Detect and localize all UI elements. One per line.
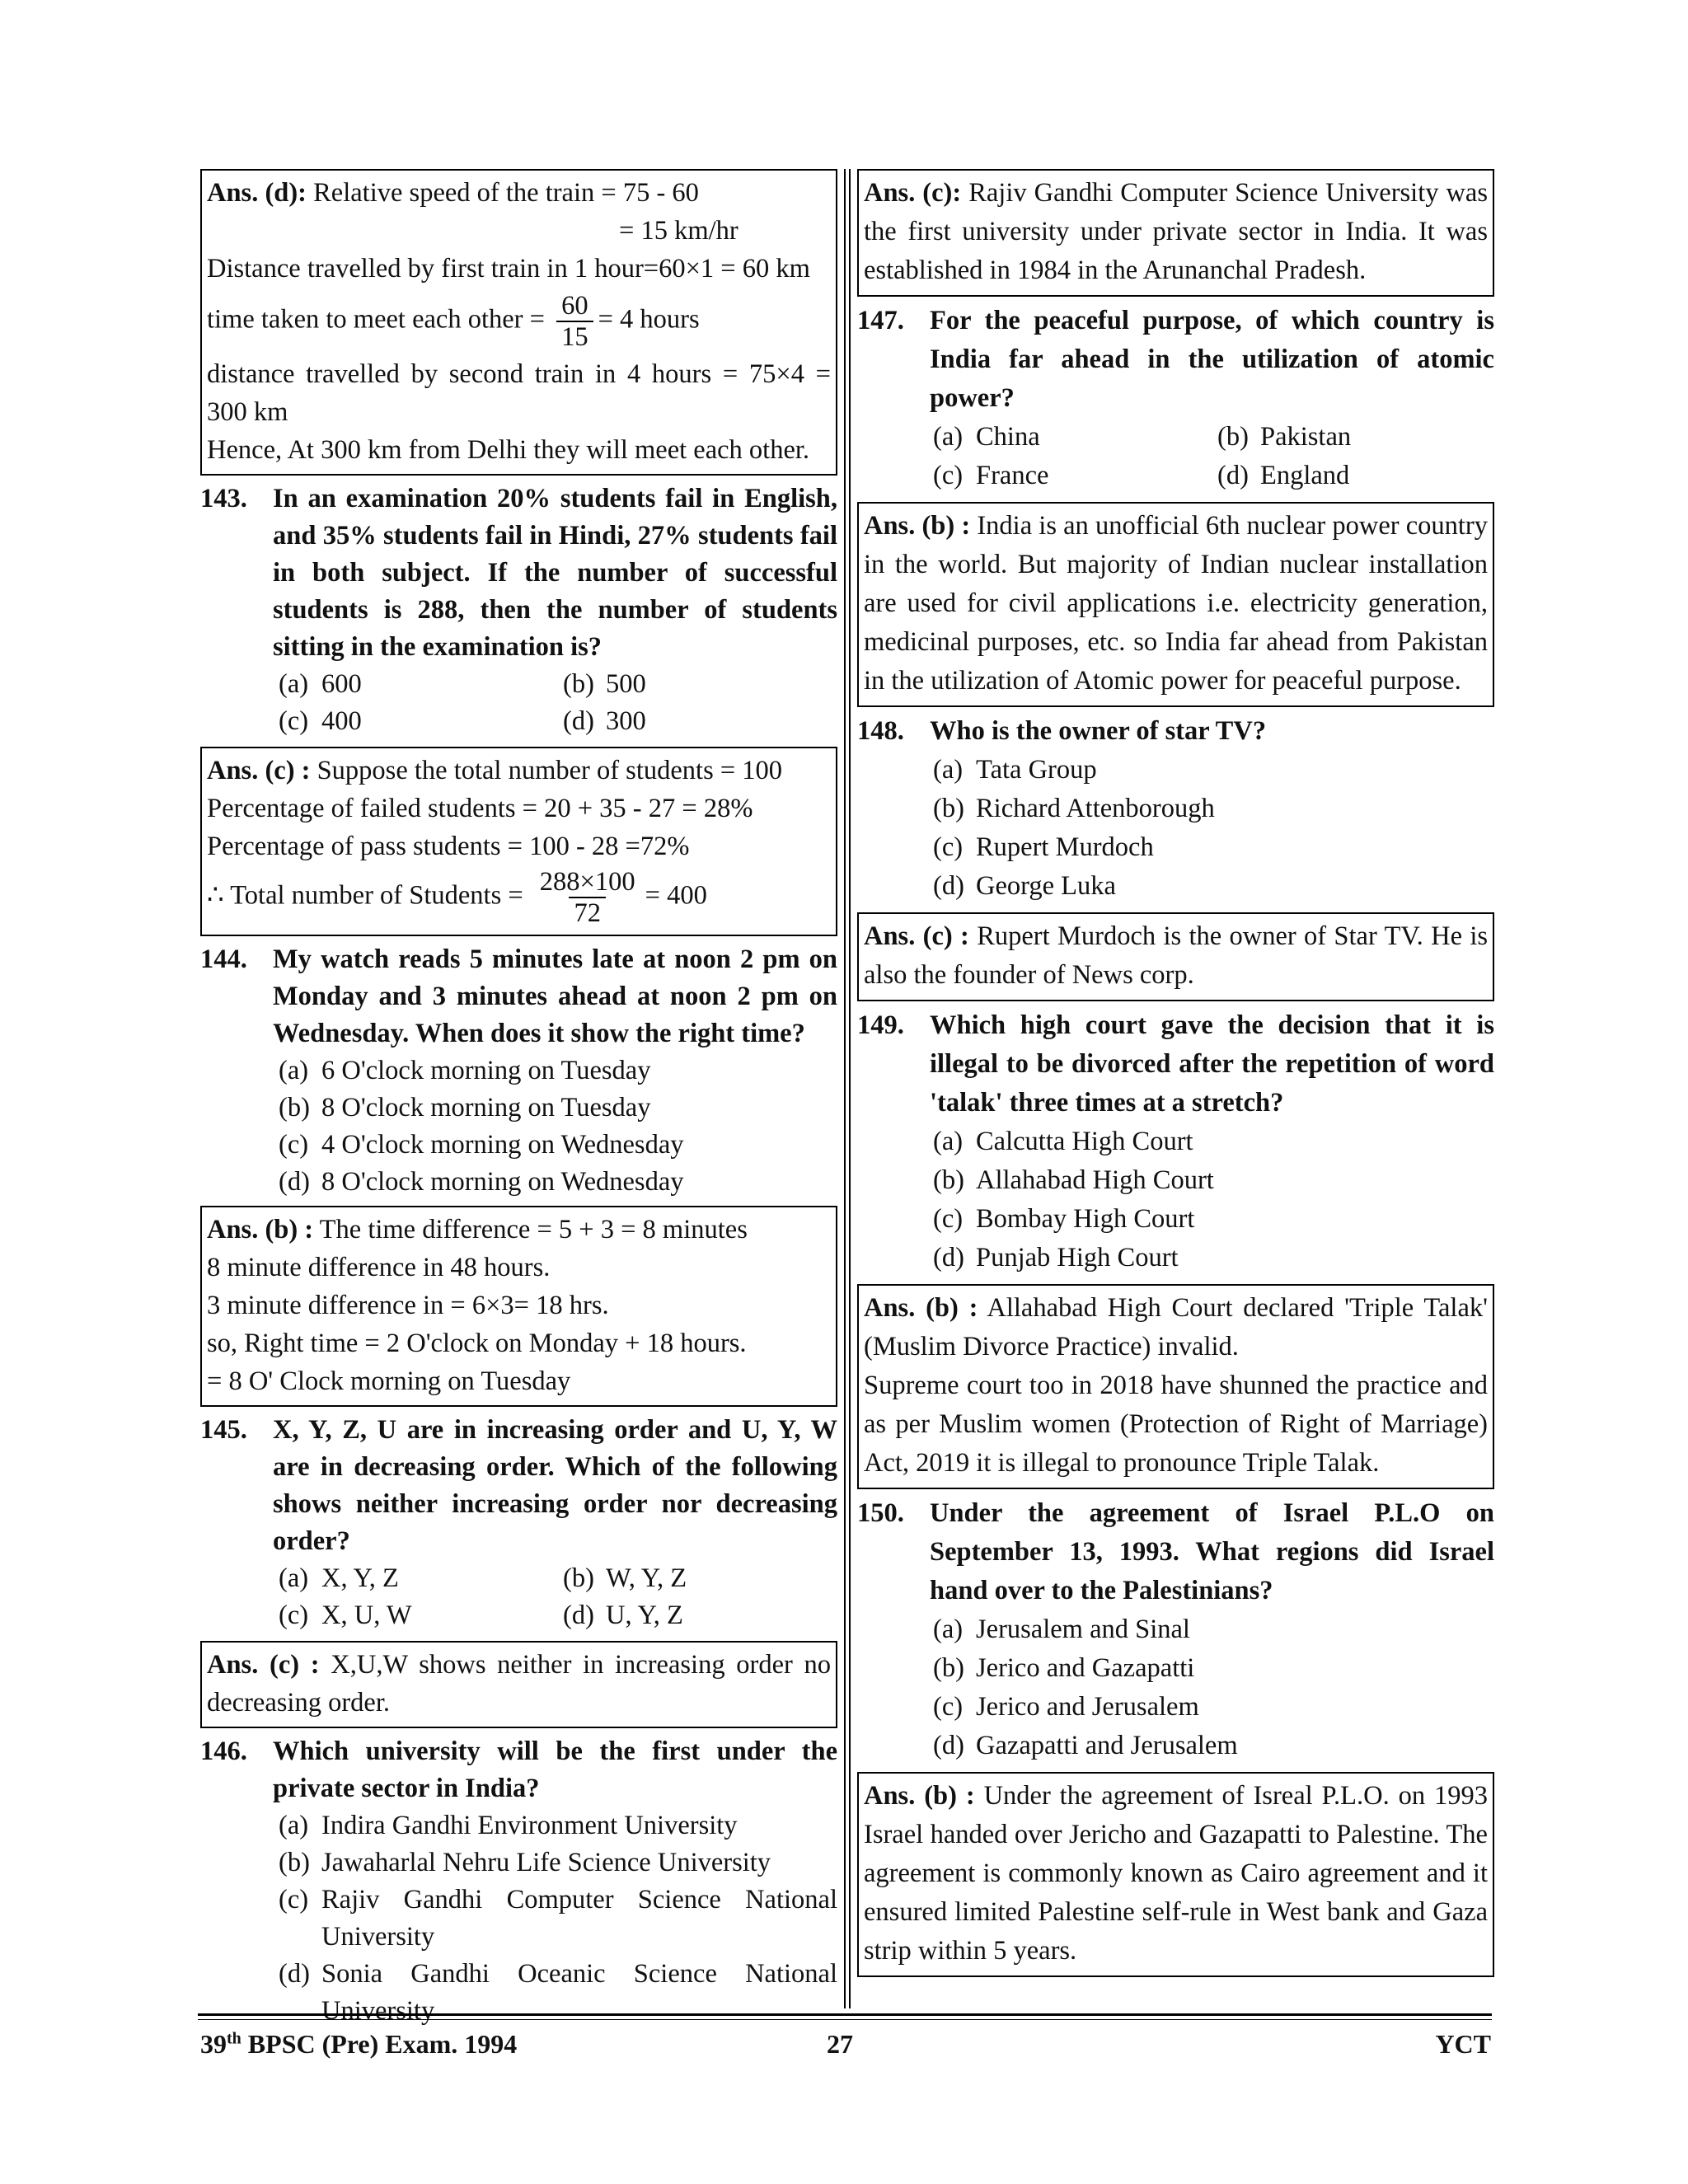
option: (d) 300 xyxy=(563,706,646,736)
options-143 xyxy=(200,666,837,740)
option: (b) Richard Attenborough xyxy=(933,794,1215,823)
answer-box-149: Ans. (b) : Allahabad High Court declared 'Triple Talak' (Muslim Divorce Practice) invalid. Supreme court too in 2018 have shunned the practice and as per Muslim women (Protection of Right of Marriage) Act, 2019 it is illegal to pronounce Triple Talak. xyxy=(857,1284,1494,1489)
option: (c) Jerico and Jerusalem xyxy=(933,1692,1199,1722)
question-144: 144. My watch reads 5 minutes late at noon 2 pm on Monday and 3 minutes ahead at noon 2 pm on Wednesday. When does it show the right time? xyxy=(200,944,837,1048)
option: (b) Allahabad High Court xyxy=(933,1165,1214,1195)
question-145: 145. X, Y, Z, U are in increasing order and U, Y, W are in decreasing order. Which of the following shows neither increasing order nor decreasing order? xyxy=(200,1415,837,1556)
option: (b) 8 O'clock morning on Tuesday xyxy=(279,1093,651,1122)
option: (a) 600 xyxy=(279,669,362,699)
option: (d) Gazapatti and Jerusalem xyxy=(933,1731,1238,1760)
option: (a) Indira Gandhi Environment University xyxy=(279,1811,738,1840)
option: (c) France xyxy=(933,461,1049,490)
footer-rule xyxy=(198,2013,1492,2016)
option: (b) Jawaharlal Nehru Life Science University xyxy=(279,1848,771,1877)
fraction: $\frac{288\times 100}{72}$ xyxy=(539,867,635,928)
option: (c) X, U, W xyxy=(279,1601,412,1630)
options-150 xyxy=(857,1610,1494,1765)
answer-box-146: Ans. (c): Rajiv Gandhi Computer Science University was the first university under private sector in India. It was established in 1984 in the Arunanchal Pradesh. xyxy=(857,169,1494,297)
options-149 xyxy=(857,1122,1494,1277)
option: (c) Rajiv Gandhi Computer Science National University xyxy=(279,1885,837,1952)
options-145 xyxy=(200,1560,837,1634)
question-149: 149. Which high court gave the decision that it is illegal to be divorced after the repetition of word 'talak' three times at a stretch? xyxy=(857,1010,1494,1118)
fraction: $\frac{60}{15}$ xyxy=(556,291,593,352)
option: (c) Bombay High Court xyxy=(933,1204,1195,1234)
option: (d) U, Y, Z xyxy=(563,1601,683,1630)
left-column xyxy=(200,169,837,2030)
options-148 xyxy=(857,751,1494,906)
answer-box-144: Ans. (b) : The time difference = 5 + 3 = 8 minutes 8 minute difference in 48 hours. 3 minute difference in = 6×3= 18 hrs. so, Right time = 2 O'clock on Monday + 18 hours. = 8 O' Clock morning on Tuesday xyxy=(200,1206,837,1407)
answer-box-148: Ans. (c) : Rupert Murdoch is the owner of Star TV. He is also the founder of News corp. xyxy=(857,912,1494,1001)
answer-box-142: Ans. (d): Relative speed of the train = 75 - 60 = 15 km/hr Distance travelled by first train in 1 hour=60×1 = 60 km time taken to meet each other = $\frac{60}{15}$ = 4 hours distance travelled by second train in 4 hours = 75×4 = 300 km Hence, At 300 km from Delhi they will meet each other. xyxy=(200,169,837,476)
option: (a) Tata Group xyxy=(933,755,1097,785)
option: (b) 500 xyxy=(563,669,646,699)
option: (d) 8 O'clock morning on Wednesday xyxy=(279,1167,684,1197)
option: (c) Rupert Murdoch xyxy=(933,832,1154,862)
answer-box-145: Ans. (c) : X,U,W shows neither in increasing order no decreasing order. xyxy=(200,1641,837,1728)
question-148: 148. Who is the owner of star TV? xyxy=(857,716,1267,746)
option: (d) Punjab High Court xyxy=(933,1243,1179,1272)
option: (c) 400 xyxy=(279,706,362,736)
footer-rule xyxy=(198,2019,1492,2020)
option: (c) 4 O'clock morning on Wednesday xyxy=(279,1130,684,1160)
option: (a) X, Y, Z xyxy=(279,1563,399,1593)
option: (d) George Luka xyxy=(933,871,1116,901)
option: (d) Sonia Gandhi Oceanic Science National University xyxy=(279,1959,837,2026)
answer-box-147: Ans. (b) : India is an unofficial 6th nuclear power country in the world. But majority of Indian nuclear installation are used for civil applications i.e. electricity generation, medicinal purposes, etc. so India far ahead from Pakistan in the utilization of Atomic power for peaceful purpose. xyxy=(857,502,1494,707)
publisher: YCT xyxy=(1435,2029,1491,2059)
option: (b) Jerico and Gazapatti xyxy=(933,1653,1195,1683)
options-144 xyxy=(200,1052,837,1201)
question-146: 146. Which university will be the first under the private sector in India? xyxy=(200,1736,837,1803)
exam-title: 39th BPSC (Pre) Exam. 1994 xyxy=(200,2029,518,2059)
column-divider xyxy=(844,169,846,2008)
option: (b) Pakistan xyxy=(1217,422,1352,452)
answer-box-150: Ans. (b) : Under the agreement of Isreal P.L.O. on 1993 Israel handed over Jericho and Gazapatti to Palestine. The agreement is commonly known as Cairo agreement and it ensured limited Palestine self-rule in West bank and Gaza strip within 5 years. xyxy=(857,1772,1494,1977)
option: (a) China xyxy=(933,422,1040,452)
option: (a) 6 O'clock morning on Tuesday xyxy=(279,1056,651,1085)
right-column xyxy=(857,169,1494,1982)
option: (b) W, Y, Z xyxy=(563,1563,687,1593)
answer-box-143: Ans. (c) : Suppose the total number of students = 100 Percentage of failed students = 20 + 35 - 27 = 28% Percentage of pass students = 100 - 28 =72% ∴ Total number of Students = $\frac{288\times 100}{72}$ = 400 xyxy=(200,747,837,936)
option: (a) Jerusalem and Sinal xyxy=(933,1615,1190,1644)
options-147 xyxy=(857,418,1494,495)
options-146 xyxy=(200,1807,837,2030)
option: (a) Calcutta High Court xyxy=(933,1127,1193,1156)
question-150: 150. Under the agreement of Israel P.L.O on September 13, 1993. What regions did Israel hand over to the Palestinians? xyxy=(857,1498,1494,1605)
column-divider xyxy=(849,169,851,2008)
question-143: 143. In an examination 20% students fail in English, and 35% students fail in Hindi, 27% students fail in both subject. If the number of successful students is 288, then the number of students sitting in the examination is? xyxy=(200,484,837,662)
question-147: 147. For the peaceful purpose, of which country is India far ahead in the utilization of atomic power? xyxy=(857,306,1494,413)
page-number: 27 xyxy=(827,2029,853,2059)
option: (d) England xyxy=(1217,461,1350,490)
